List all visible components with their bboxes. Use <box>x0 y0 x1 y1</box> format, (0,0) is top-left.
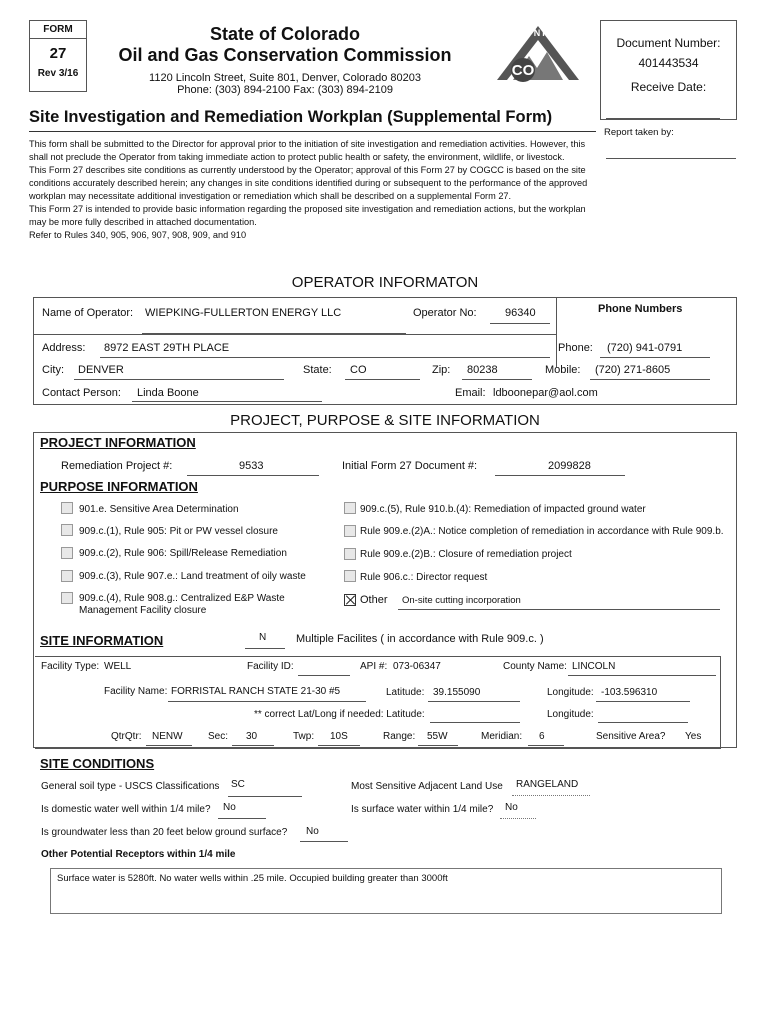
site-info-title: SITE INFORMATION <box>40 633 164 648</box>
intro-paragraph: Refer to Rules 340, 905, 906, 907, 908, 909, and 910 <box>29 230 247 240</box>
purpose-checkbox[interactable] <box>344 548 356 560</box>
range-value[interactable]: 55W <box>427 731 448 742</box>
latitude-field[interactable] <box>428 701 520 702</box>
document-number-label: Document Number: <box>616 36 721 50</box>
form-id-box <box>29 20 87 92</box>
range-label: Range: <box>383 731 416 742</box>
twp-label: Twp: <box>293 731 315 742</box>
purpose-option-label: 909.c.(5), Rule 910.b.(4): Remediation of impacted ground water <box>360 504 646 515</box>
operator-no-label: Operator No: <box>413 307 477 319</box>
zip-label: Zip: <box>432 364 451 376</box>
soil-type-label: General soil type - USCS Classifications <box>41 781 220 792</box>
agency-commission: Oil and Gas Conservation Commission <box>118 45 452 65</box>
qtrqtr-label: QtrQtr: <box>111 731 142 742</box>
remediation-project-value[interactable]: 9533 <box>239 460 264 472</box>
document-number: 401443534 <box>638 56 699 70</box>
phone-field[interactable] <box>600 357 710 358</box>
purpose-option-label: 909.c.(1), Rule 905: Pit or PW vessel closure <box>79 526 278 537</box>
correct-latitude-field[interactable] <box>430 722 520 723</box>
document-number-box <box>600 20 737 120</box>
logo-co-text: CO <box>511 62 535 79</box>
groundwater-field[interactable] <box>300 841 348 842</box>
zip-value[interactable]: 80238 <box>467 364 498 376</box>
land-use-value[interactable]: RANGELAND <box>516 779 579 790</box>
email-label: Email: <box>455 387 486 399</box>
surface-water-label: Is surface water within 1/4 mile? <box>351 804 494 815</box>
receive-date-field[interactable] <box>606 118 720 119</box>
state-label: State: <box>303 364 332 376</box>
agency-address: 1120 Lincoln Street, Suite 801, Denver, Colorado 80203 <box>149 72 421 84</box>
purpose-checkbox[interactable] <box>344 570 356 582</box>
sensitive-area-value[interactable]: Yes <box>685 731 702 742</box>
twp-value[interactable]: 10S <box>330 731 348 742</box>
longitude-label: Longitude: <box>547 687 594 698</box>
intro-paragraph: This Form 27 describes site conditions as currently understood by the Operator; approval of this Form 27 by COGCC is based on the site conditions accurately described herein; any changes in site conditions identified during or subsequent to the performance of the approved workplan may necessitate additional investigation or remediation which shall be described on a supplemental Form 27. <box>29 165 588 201</box>
phone-numbers-label: Phone Numbers <box>598 303 683 315</box>
form-number: 27 <box>49 45 67 62</box>
other-label: Other <box>360 594 388 606</box>
receptors-label: Other Potential Receptors within 1/4 mile <box>41 849 236 860</box>
sensitive-area-label: Sensitive Area? <box>596 731 666 742</box>
state-field[interactable] <box>345 379 420 380</box>
purpose-checkbox[interactable] <box>344 525 356 537</box>
purpose-info-title: PURPOSE INFORMATION <box>40 479 198 494</box>
project-section-title: PROJECT, PURPOSE & SITE INFORMATION <box>230 412 540 429</box>
city-value[interactable]: DENVER <box>78 364 124 376</box>
domestic-well-label: Is domestic water well within 1/4 mile? <box>41 804 211 815</box>
phone-value[interactable]: (720) 941-0791 <box>607 342 683 354</box>
intro-paragraph: This form shall be submitted to the Director for approval prior to the initiation of site investigation and remediation activities. However, this shall not preclude the Operator from taking immediate action to protect public health or safety, the environment, wildlife, or livestock. <box>29 139 586 162</box>
purpose-option-label: 901.e. Sensitive Area Determination <box>79 504 239 515</box>
land-use-field[interactable] <box>512 795 590 796</box>
multiple-facilities-value[interactable]: N <box>259 632 267 643</box>
project-info-title: PROJECT INFORMATION <box>40 435 196 450</box>
form-title: Site Investigation and Remediation Workplan (Supplemental Form) <box>29 108 553 126</box>
purpose-checkbox[interactable] <box>61 524 73 536</box>
initial-document-label: Initial Form 27 Document #: <box>342 460 478 472</box>
contact-value[interactable]: Linda Boone <box>137 387 199 399</box>
remediation-project-field[interactable] <box>187 475 319 476</box>
receptors-text: Surface water is 5280ft. No water wells within .25 mile. Occupied building greater than 3000ft <box>57 873 448 884</box>
meridian-field[interactable] <box>528 745 564 746</box>
email-value[interactable]: ldboonepar@aol.com <box>493 387 598 399</box>
operator-name[interactable]: WIEPKING-FULLERTON ENERGY LLC <box>145 307 342 319</box>
initial-document-value[interactable]: 2099828 <box>548 460 591 472</box>
intro-paragraph: This Form 27 is intended to provide basic information regarding the proposed site investigation and remediation actions, but the workplan may be more fully described in attached documentation. <box>29 204 586 227</box>
longitude-field[interactable] <box>596 701 690 702</box>
api-value[interactable]: 073-06347 <box>393 661 441 672</box>
multiple-facilities-field[interactable] <box>245 648 285 649</box>
meridian-value[interactable]: 6 <box>539 731 545 742</box>
groundwater-value[interactable]: No <box>306 826 319 837</box>
contact-field[interactable] <box>132 401 322 402</box>
operator-divider <box>33 334 556 335</box>
sec-value[interactable]: 30 <box>246 731 258 742</box>
form-label: FORM <box>30 21 86 39</box>
address-label: Address: <box>42 342 86 354</box>
operator-no-field[interactable] <box>490 323 550 324</box>
purpose-checkbox[interactable] <box>344 502 356 514</box>
facility-id-label: Facility ID: <box>247 661 294 672</box>
operator-divider <box>556 297 557 367</box>
county-value[interactable]: LINCOLN <box>572 661 616 672</box>
range-field[interactable] <box>418 745 458 746</box>
intro-text <box>29 138 591 242</box>
purpose-checkbox[interactable] <box>61 502 73 514</box>
site-conditions-title: SITE CONDITIONS <box>40 756 155 771</box>
multiple-facilities-label: Multiple Facilites ( in accordance with Rule 909.c. ) <box>296 633 544 645</box>
state-value[interactable]: CO <box>350 364 367 376</box>
operator-name-field[interactable] <box>142 333 406 334</box>
report-taken-label: Report taken by: <box>604 127 674 138</box>
receptors-textarea[interactable] <box>50 868 722 914</box>
domestic-well-field[interactable] <box>218 818 266 819</box>
land-use-label: Most Sensitive Adjacent Land Use <box>351 781 503 792</box>
form-revision: Rev 3/16 <box>37 68 79 79</box>
mobile-value[interactable]: (720) 271-8605 <box>595 364 671 376</box>
logo-dnr-text: DNR <box>525 28 551 38</box>
qtrqtr-field[interactable] <box>146 745 192 746</box>
other-checkbox[interactable] <box>344 594 356 606</box>
twp-field[interactable] <box>318 745 360 746</box>
api-label: API #: <box>360 661 388 672</box>
other-value[interactable]: On-site cutting incorporation <box>402 595 521 606</box>
purpose-option-label: Rule 909.e.(2)A.: Notice completion of remediation in accordance with Rule 909.b. <box>360 526 724 537</box>
surface-water-value[interactable]: No <box>505 802 518 813</box>
remediation-project-label: Remediation Project #: <box>61 460 173 472</box>
agency-phone-fax: Phone: (303) 894-2100 Fax: (303) 894-2109 <box>177 84 393 96</box>
facility-type-value[interactable]: WELL <box>104 661 132 672</box>
purpose-option-label: 909.c.(3), Rule 907.e.: Land treatment of oily waste <box>79 571 306 582</box>
facility-name-label: Facility Name: <box>104 686 168 697</box>
initial-document-field[interactable] <box>495 475 625 476</box>
purpose-option-label: 909.c.(2), Rule 906: Spill/Release Remediation <box>79 548 287 559</box>
facility-name-value[interactable]: FORRISTAL RANCH STATE 21-30 #5 <box>171 686 341 697</box>
correct-longitude-field[interactable] <box>598 722 688 723</box>
other-field[interactable] <box>398 609 720 610</box>
correct-latitude-label: ** correct Lat/Long if needed: Latitude: <box>254 709 425 720</box>
surface-water-field[interactable] <box>500 818 536 819</box>
receive-date-label: Receive Date: <box>630 80 707 94</box>
purpose-checkbox[interactable] <box>61 547 73 559</box>
sec-label: Sec: <box>208 731 229 742</box>
address-field[interactable] <box>100 357 550 358</box>
correct-longitude-label: Longitude: <box>547 709 594 720</box>
facility-type-label: Facility Type: <box>41 661 100 672</box>
meridian-label: Meridian: <box>481 731 523 742</box>
zip-field[interactable] <box>462 379 532 380</box>
purpose-option-label: Rule 906.c.: Director request <box>360 572 488 583</box>
groundwater-label: Is groundwater less than 20 feet below ground surface? <box>41 827 288 838</box>
purpose-option-label-cont: Management Facility closure <box>79 605 207 616</box>
report-taken-field[interactable] <box>606 158 736 159</box>
city-label: City: <box>42 364 64 376</box>
facility-id-field[interactable] <box>298 675 350 676</box>
purpose-checkbox[interactable] <box>61 592 73 604</box>
latitude-value[interactable]: 39.155090 <box>433 687 481 698</box>
purpose-option-label: Rule 909.e.(2)B.: Closure of remediation project <box>360 549 572 560</box>
sec-field[interactable] <box>232 745 274 746</box>
dnr-logo <box>493 24 583 86</box>
operator-section-title: OPERATOR INFORMATON <box>291 274 479 291</box>
purpose-option-label: 909.c.(4), Rule 908.g.: Centralized E&P Waste <box>79 593 285 604</box>
purpose-checkbox[interactable] <box>61 570 73 582</box>
agency-state: State of Colorado <box>209 24 360 44</box>
domestic-well-value[interactable]: No <box>223 802 236 813</box>
mobile-field[interactable] <box>590 379 710 380</box>
address-value[interactable]: 8972 EAST 29TH PLACE <box>104 342 230 354</box>
contact-label: Contact Person: <box>42 387 121 399</box>
operator-name-label: Name of Operator: <box>42 307 134 319</box>
qtrqtr-value[interactable]: NENW <box>152 731 183 742</box>
soil-type-field[interactable] <box>228 796 302 797</box>
phone-label: Phone: <box>558 342 593 354</box>
county-label: County Name: <box>503 661 567 672</box>
mobile-label: Mobile: <box>545 364 581 376</box>
county-field[interactable] <box>568 675 716 676</box>
agency-header <box>110 24 460 96</box>
city-field[interactable] <box>74 379 284 380</box>
title-rule <box>29 131 596 132</box>
facility-name-field[interactable] <box>168 701 366 702</box>
operator-no[interactable]: 96340 <box>505 307 536 319</box>
latitude-label: Latitude: <box>386 687 425 698</box>
longitude-value[interactable]: -103.596310 <box>601 687 658 698</box>
soil-type-value[interactable]: SC <box>231 779 245 790</box>
